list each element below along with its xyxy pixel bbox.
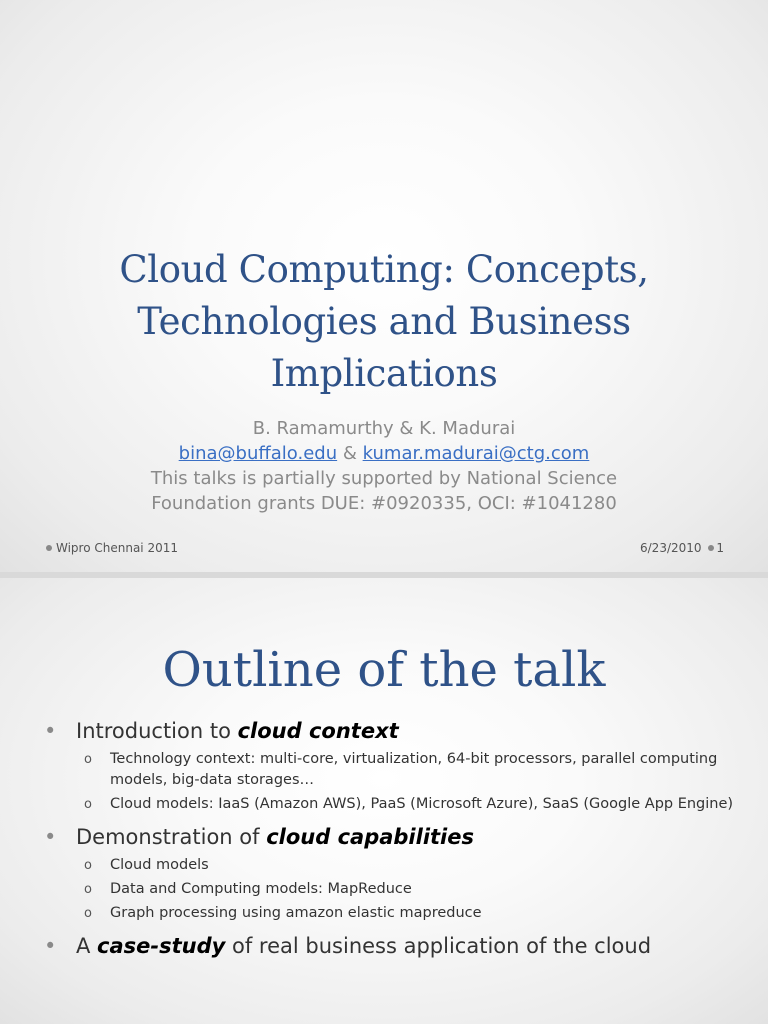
- email-link-kumar[interactable]: kumar.madurai@ctg.com: [362, 443, 590, 464]
- support-line-2: Foundation grants DUE: #0920335, OCI: #1041280: [151, 493, 617, 514]
- bullet-emphasis: cloud capabilities: [266, 825, 474, 849]
- sub-bullet-marker: o: [84, 752, 92, 767]
- sub-bullet-text: Cloud models: [110, 857, 209, 873]
- sub-bullet-text: Data and Computing models: MapReduce: [110, 881, 412, 897]
- bullet-text: Demonstration of: [76, 825, 267, 849]
- bullet-emphasis: case-study: [97, 934, 226, 958]
- title-line: Technologies and Business: [137, 300, 631, 343]
- sub-bullet-text: Cloud models: IaaS (Amazon AWS), PaaS (Microsoft Azure), SaaS (Google App Engine): [110, 796, 734, 812]
- sub-bullet-text: Graph processing using amazon elastic mapreduce: [110, 905, 482, 921]
- sub-bullet-item: [44, 749, 734, 791]
- footer-right: [640, 541, 724, 555]
- bullet-dot-icon: [46, 545, 52, 551]
- sub-bullet-text: Technology context: multi-core, virtualization, 64-bit processors, parallel computing models, big-data storages…: [110, 751, 718, 788]
- sub-bullet-marker: o: [84, 858, 92, 873]
- bullet-item: [44, 822, 734, 852]
- footer-date: 6/23/2010: [640, 541, 702, 555]
- bullet-item: [44, 716, 734, 746]
- footer-left: [46, 541, 178, 555]
- title-line: Implications: [270, 352, 498, 395]
- bullet-marker: •: [44, 934, 57, 958]
- footer-event: Wipro Chennai 2011: [56, 541, 178, 555]
- sub-bullet-item: [44, 794, 734, 815]
- support-line-1: This talks is partially supported by National Science: [150, 468, 618, 489]
- sub-bullet-marker: o: [84, 797, 92, 812]
- page-number: 1: [716, 541, 724, 555]
- sub-bullet-item: [44, 903, 734, 924]
- sub-bullet-marker: o: [84, 882, 92, 897]
- bullet-text: A: [76, 934, 98, 958]
- slide-title: Outline of the talk: [162, 642, 606, 698]
- email-separator: &: [337, 443, 363, 464]
- bullet-marker: •: [44, 719, 57, 743]
- title-line: Cloud Computing: Concepts,: [119, 248, 649, 291]
- email-link-bina[interactable]: bina@buffalo.edu: [178, 443, 338, 464]
- bullet-dot-icon: [708, 545, 714, 551]
- sub-bullet-marker: o: [84, 906, 92, 921]
- outline-slide: [0, 578, 768, 1024]
- sub-bullet-item: [44, 855, 734, 876]
- bullet-emphasis: cloud context: [237, 719, 399, 743]
- slide-subtitle: [40, 416, 728, 516]
- bullet-item: [44, 931, 734, 961]
- bullet-marker: •: [44, 825, 57, 849]
- sub-bullet-item: [44, 879, 734, 900]
- email-line: [40, 441, 728, 466]
- authors: B. Ramamurthy & K. Madurai: [252, 418, 516, 439]
- slide-title: [40, 244, 728, 400]
- bullet-list: [44, 716, 734, 961]
- bullet-text: of real business application of the cloud: [225, 934, 652, 958]
- bullet-text: Introduction to: [76, 719, 238, 743]
